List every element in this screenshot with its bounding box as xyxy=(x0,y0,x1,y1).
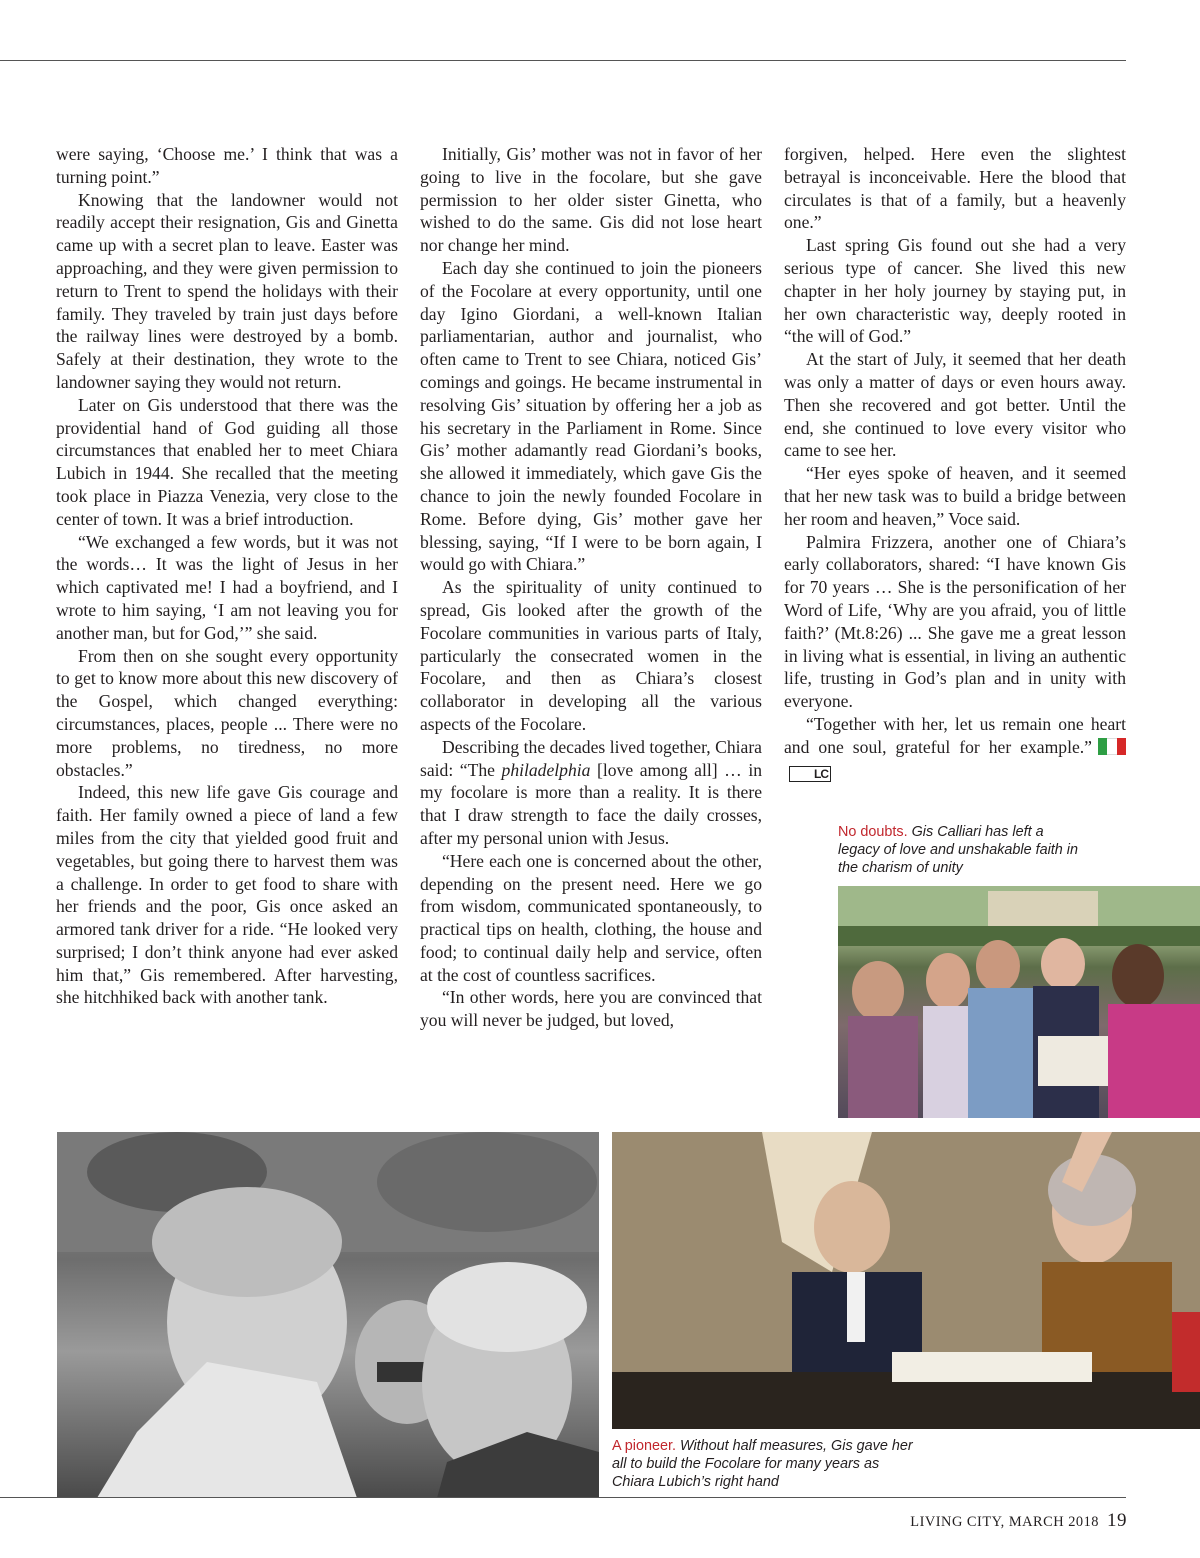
paragraph-text: Describing the decades lived together, Chiara said: “The xyxy=(420,736,762,780)
article-column-2 xyxy=(420,143,762,1032)
top-rule xyxy=(0,60,1126,61)
bottom-rule xyxy=(0,1497,1126,1498)
paragraph-text: “Together with her, let us remain one heart and one soul, grateful for her example.” xyxy=(784,713,1126,757)
caption-body: Gis Calliari has left a legacy of love and unshakable faith in the charism of unity xyxy=(838,824,1079,876)
paragraph xyxy=(784,713,1126,782)
stage-photo xyxy=(612,1132,1200,1429)
bw-photo-illustration xyxy=(57,1132,599,1498)
emphasis-word: philadelphia xyxy=(501,759,591,780)
paragraph: Knowing that the landowner would not readily accept their resignation, Gis and Ginetta came up with a secret plan to leave. Easter was approaching, and they were given permission to return to Trent to spend the holidays with their family. They traveled by train just days before the railway lines were destroyed by a bomb. Safely at their destination, they wrote to the landowner saying they would not return. xyxy=(56,189,398,392)
group-photo xyxy=(838,886,1200,1118)
paragraph: Each day she continued to join the pioneers of the Focolare at every opportunity, until one day Igino Giordani, a well-known Italian parliamentarian, author and journalist, who often came to Trent to see Chiara, noticed Gis’ comings and goings. He became instrumental in resolving Gis’ situation by offering her a job as his secretary in the Parliament in Rome. Since Gis’ mother adamantly read Giordani’s books, she allowed it immediately, which gave Gis the chance to join the newly founded Focolare in Rome. Before dying, Gis’ mother gave her blessing, saying, “If I were to be born again, I would go with Chiara.” xyxy=(420,257,762,575)
paragraph: were saying, ‘Choose me.’ I think that was a turning point.” xyxy=(56,144,398,187)
article-column-3 xyxy=(784,143,1126,782)
paragraph: Palmira Frizzera, another one of Chiara’s early collaborators, shared: “I have known Gis for 70 years … She is the personification of her Word of Life, ‘Why are you afraid, you of little faith?’ (Mt.8:26) ... She gave me a great lesson in living what is essential, in living an authentic life, trusting in God’s plan and in unity with everyone. xyxy=(784,531,1126,712)
paragraph: “We exchanged a few words, but it was not the words… It was the light of Jesus in her which captivated me! I had a boyfriend, and I wrote to him saying, ‘I am not leaving you for another man, but for God,’” she said. xyxy=(56,531,398,643)
paragraph: “Here each one is concerned about the other, depending on the present need. Here we go from wisdom, communicated spontaneously, to practical tips on health, clothing, the house and food; to continual daily help and service, often at the cost of countless sacrifices. xyxy=(420,850,762,985)
italy-flag-icon xyxy=(1098,738,1126,755)
paragraph: Last spring Gis found out she had a very serious type of cancer. She lived this new chapter in her holy journey by staying put, in her own characteristic way, deeply rooted in “the will of God.” xyxy=(784,235,1126,347)
paragraph: From then on she sought every opportunity to get to know more about this new discovery of the Gospel, which changed everything: circumstances, places, people ... There were no more problems, no tiredness, no more obstacles.” xyxy=(56,645,398,780)
article-column-1 xyxy=(56,143,398,1009)
paragraph-text: [love among all] … in my focolare is more than a reality. It is there that I draw strength to face the daily crosses, after my personal union with Jesus. xyxy=(420,759,763,848)
caption-lead: No doubts. xyxy=(838,824,908,840)
caption-body: Without half measures, Gis gave her all to build the Focolare for many years as Chiara Lubich’s right hand xyxy=(612,1438,913,1490)
paragraph: “In other words, here you are convinced that you will never be judged, but loved, xyxy=(420,987,762,1031)
end-mark-logo: LC xyxy=(789,766,831,782)
paragraph: At the start of July, it seemed that her death was only a matter of days or even hours away. Then she recovered and got better. Until the end, she continued to love every visitor who came to see her. xyxy=(784,349,1126,461)
paragraph: “Her eyes spoke of heaven, and it seemed that her new task was to build a bridge between her room and heaven,” Voce said. xyxy=(784,463,1126,529)
paragraph: forgiven, helped. Here even the slightest betrayal is inconceivable. Here the blood that circulates is that of a family, but a heavenly one.” xyxy=(784,144,1126,233)
paragraph xyxy=(420,736,762,850)
paragraph: As the spirituality of unity continued to spread, Gis looked after the growth of the Focolare communities in various parts of Italy, particularly the consecrated women in the Focolare, and then as Chiara’s closest collaborator in developing all the various aspects of the Focolare. xyxy=(420,577,762,734)
photo-caption-group xyxy=(838,823,1088,877)
paragraph: Later on Gis understood that there was the providential hand of God guiding all those circumstances that enabled her to meet Chiara Lubich in 1944. She recalled that the meeting took place in Piazza Venezia, very close to the center of town. It was a brief introduction. xyxy=(56,394,398,529)
bw-portrait-photo xyxy=(57,1132,599,1498)
publication-name: LIVING CITY, MARCH 2018 xyxy=(910,1514,1099,1530)
page-footer xyxy=(910,1510,1127,1532)
stage-photo-illustration xyxy=(612,1132,1200,1429)
paragraph: Indeed, this new life gave Gis courage and faith. Her family owned a piece of land a few miles from the city that yielded good fruit and vegetables, but going there to harvest them was a challenge. In order to get food to share with her friends and the poor, Gis once asked an armored tank driver for a ride. “He looked very surprised; I don’t think anyone had ever asked him that,” Gis remembered. After harvesting, she hitchhiked back with another tank. xyxy=(56,782,398,1008)
group-photo-illustration xyxy=(838,886,1200,1118)
caption-lead: A pioneer. xyxy=(612,1438,677,1454)
page-number: 19 xyxy=(1107,1510,1127,1531)
paragraph: Initially, Gis’ mother was not in favor of her going to live in the focolare, but she gave permission to her older sister Ginetta, who wished to do the same. Gis did not lose heart nor change her mind. xyxy=(420,144,762,256)
photo-caption-stage xyxy=(612,1437,922,1491)
